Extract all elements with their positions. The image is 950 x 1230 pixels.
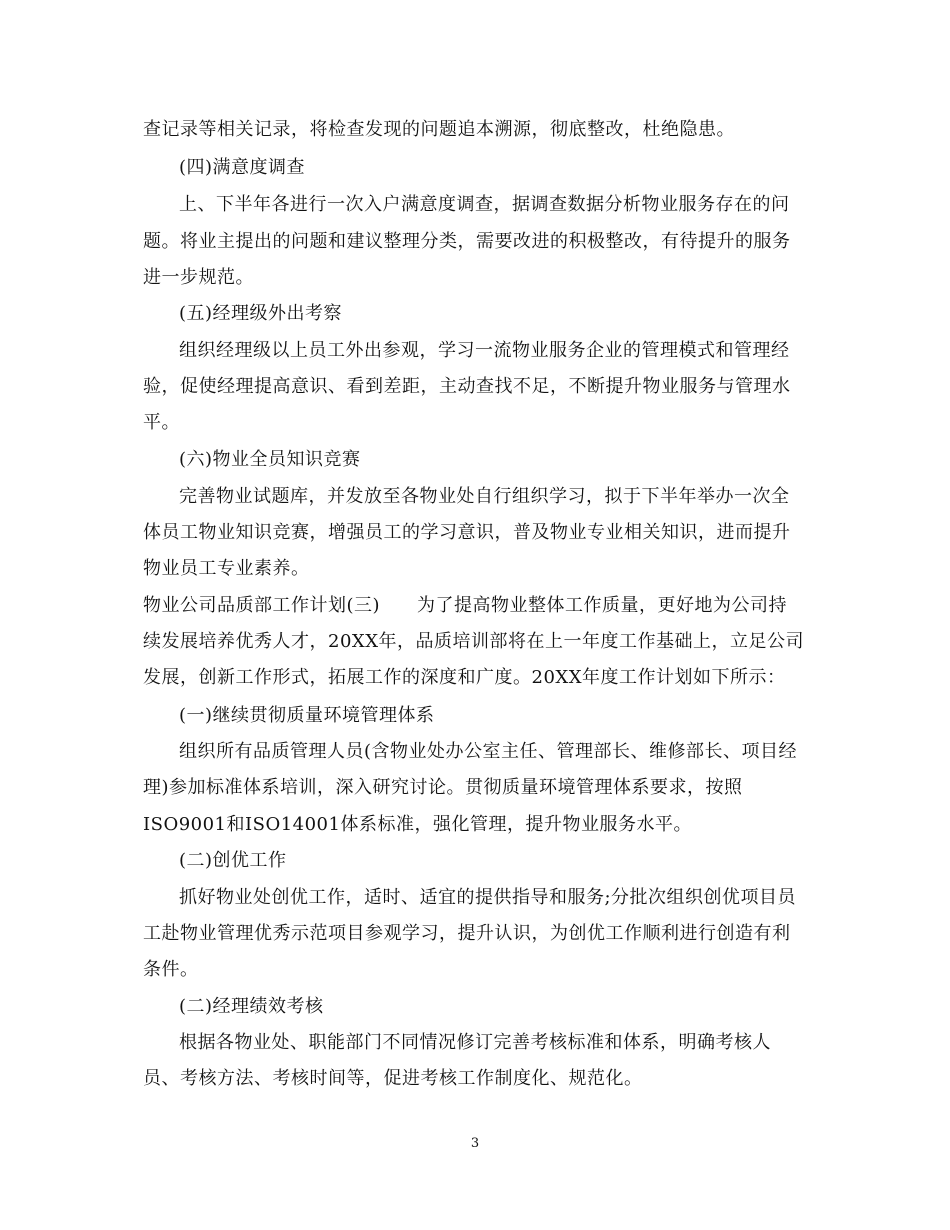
text-line: ISO9001和ISO14001体系标准，强化管理，提升物业服务水平。: [143, 814, 692, 835]
text-line: 根据各物业处、职能部门不同情况修订完善考核标准和体系，明确考核人: [179, 1032, 771, 1053]
section-heading: (五)经理级外出考察: [179, 303, 343, 324]
text-line: 抓好物业处创优工作，适时、适宜的提供指导和服务;分批次组织创优项目员: [179, 887, 797, 908]
section-heading: (六)物业全员知识竞赛: [179, 449, 361, 470]
text-line: 续发展培养优秀人才，20XX年，品质培训部将在上一年度工作基础上，立足公司: [143, 631, 805, 652]
text-line: 验，促使经理提高意识、看到差距，主动查找不足，不断提升物业服务与管理水: [143, 376, 791, 397]
text-line: 员、考核方法、考核时间等，促进考核工作制度化、规范化。: [143, 1068, 643, 1089]
section-heading: (四)满意度调查: [179, 157, 306, 178]
text-line: 组织所有品质管理人员(含物业处办公室主任、管理部长、维修部长、项目经: [179, 741, 798, 762]
text-line: 物业员工专业素养。: [143, 558, 310, 579]
text-line: 完善物业试题库，并发放至各物业处自行组织学习，拟于下半年举办一次全: [179, 486, 790, 507]
section-heading: (二)经理绩效考核: [179, 996, 324, 1017]
text-line: 查记录等相关记录，将检查发现的问题追本溯源，彻底整改，杜绝隐患。: [143, 119, 735, 140]
section-heading: (一)继续贯彻质量环境管理体系: [179, 705, 435, 726]
text-line: 工赴物业管理优秀示范项目参观学习，提升认识，为创优工作顺利进行创造有利: [143, 923, 791, 944]
text-line: 平。: [143, 412, 180, 433]
text-line: 理)参加标准体系培训，深入研究讨论。贯彻质量环境管理体系要求，按照: [143, 777, 743, 798]
text-line: 体员工物业知识竞赛，增强员工的学习意识，普及物业专业相关知识，进而提升: [143, 522, 791, 543]
text-line: 上、下半年各进行一次入户满意度调查，据调查数据分析物业服务存在的问: [179, 194, 790, 215]
text-line: 物业公司品质部工作计划(三) 为了提高物业整体工作质量，更好地为公司持: [143, 595, 788, 616]
page-number: 3: [470, 1136, 480, 1151]
text-line: 发展，创新工作形式，拓展工作的深度和广度。20XX年度工作计划如下所示：: [143, 667, 786, 688]
text-line: 条件。: [143, 959, 199, 980]
text-line: 题。将业主提出的问题和建议整理分类，需要改进的积极整改，有待提升的服务: [143, 231, 791, 252]
text-line: 组织经理级以上员工外出参观，学习一流物业服务企业的管理模式和管理经: [179, 340, 790, 361]
text-line: 进一步规范。: [143, 267, 254, 288]
section-heading: (二)创优工作: [179, 850, 287, 871]
